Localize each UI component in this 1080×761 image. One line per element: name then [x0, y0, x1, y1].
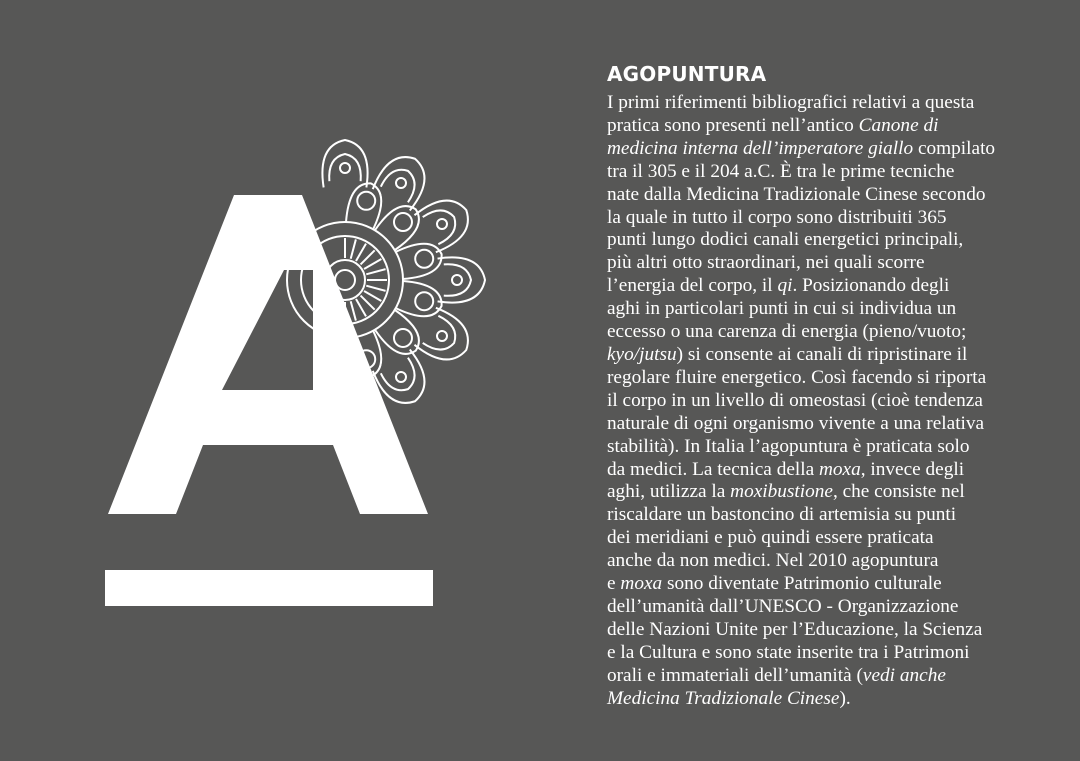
- body-text-run: più altri otto straordinari, nei quali scorre: [607, 252, 925, 274]
- body-text-run: pratica sono presenti nell’antico: [607, 114, 859, 136]
- body-text-run: ).: [839, 687, 851, 709]
- body-text-run: ) si consente ai canali di ripristinare il: [676, 343, 968, 365]
- body-line: [607, 436, 1027, 459]
- body-text-run: naturale di ogni organismo vivente a una relativa: [607, 412, 985, 434]
- body-text-run: . Posizionando degli: [792, 275, 950, 297]
- body-text-run: sono diventate Patrimonio culturale: [662, 573, 942, 595]
- body-text-run: riscaldare un bastoncino di artemisia su punti: [607, 504, 957, 526]
- body-line: [607, 344, 1027, 367]
- body-text-run: tra il 305 e il 204 a.C. È tra le prime tecniche: [607, 160, 955, 182]
- italic-term: medicina interna dell’imperatore giallo: [607, 137, 914, 159]
- underline-bar: [105, 570, 433, 606]
- body-text-run: il corpo in un livello di omeostasi (cioè tendenza: [607, 389, 983, 411]
- body-line: [607, 229, 1027, 252]
- body-line: [607, 665, 1027, 688]
- body-text-run: , che consiste nel: [832, 481, 965, 503]
- body-line: [607, 252, 1027, 275]
- body-line: [607, 459, 1027, 482]
- body-line: [607, 184, 1027, 207]
- body-line: [607, 207, 1027, 230]
- italic-term: Medicina Tradizionale Cinese: [607, 687, 840, 709]
- italic-term: Canone di: [858, 114, 939, 136]
- body-text-run: stabilità). In Italia l’agopuntura è praticata solo: [607, 435, 970, 457]
- body-text-run: eccesso o una carenza di energia (pieno/vuoto;: [607, 321, 967, 343]
- body-line: [607, 481, 1027, 504]
- body-text-run: aghi, utilizza la: [607, 481, 731, 503]
- body-line: [607, 161, 1027, 184]
- body-line: [607, 115, 1027, 138]
- body-text-run: e la Cultura e sono state inserite tra i Patrimoni: [607, 641, 970, 663]
- body-line: [607, 275, 1027, 298]
- article-title: AGOPUNTURA: [607, 62, 767, 86]
- body-text-run: la quale in tutto il corpo sono distribuiti 365: [607, 206, 947, 228]
- body-text-run: dell’umanità dall’UNESCO - Organizzazione: [607, 595, 959, 617]
- body-text-run: anche da non medici. Nel 2010 agopuntura: [607, 550, 939, 572]
- body-text-run: compilato: [913, 137, 996, 159]
- body-text-run: I primi riferimenti bibliografici relativi a questa: [607, 92, 975, 113]
- body-text-run: da medici. La tecnica della: [607, 458, 819, 480]
- body-text-run: , invece degli: [860, 458, 965, 480]
- italic-term: moxa: [818, 458, 861, 480]
- body-line: [607, 688, 1027, 711]
- body-text-run: aghi in particolari punti in cui si individua un: [607, 298, 957, 320]
- italic-term: moxa: [620, 573, 663, 595]
- body-text-run: punti lungo dodici canali energetici principali,: [607, 229, 964, 251]
- body-line: [607, 367, 1027, 390]
- body-line: [607, 138, 1027, 161]
- body-line: [607, 321, 1027, 344]
- body-text-run: orali e immateriali dell’umanità (: [607, 664, 863, 686]
- body-text-run: e: [607, 573, 621, 595]
- body-text-run: nate dalla Medicina Tradizionale Cinese secondo: [607, 183, 986, 205]
- body-line: [607, 596, 1027, 619]
- body-line: [607, 390, 1027, 413]
- body-line: [607, 573, 1027, 596]
- body-text-run: dei meridiani e può quindi essere praticata: [607, 527, 934, 549]
- body-line: [607, 527, 1027, 550]
- article-body: [607, 92, 1027, 710]
- body-line: [607, 413, 1027, 436]
- italic-term: qi: [777, 275, 793, 297]
- italic-term: vedi anche: [862, 664, 946, 686]
- italic-term: moxibustione: [730, 481, 833, 503]
- body-text-run: l’energia del corpo, il: [607, 275, 778, 297]
- body-line: [607, 642, 1027, 665]
- body-text-run: delle Nazioni Unite per l’Educazione, la Scienza: [607, 618, 983, 640]
- body-line: [607, 550, 1027, 573]
- body-text-run: regolare fluire energetico. Così facendo si riporta: [607, 366, 987, 388]
- italic-term: kyo/jutsu: [607, 343, 677, 365]
- body-line: [607, 298, 1027, 321]
- body-line: [607, 504, 1027, 527]
- body-line: [607, 619, 1027, 642]
- body-line: [607, 92, 1027, 115]
